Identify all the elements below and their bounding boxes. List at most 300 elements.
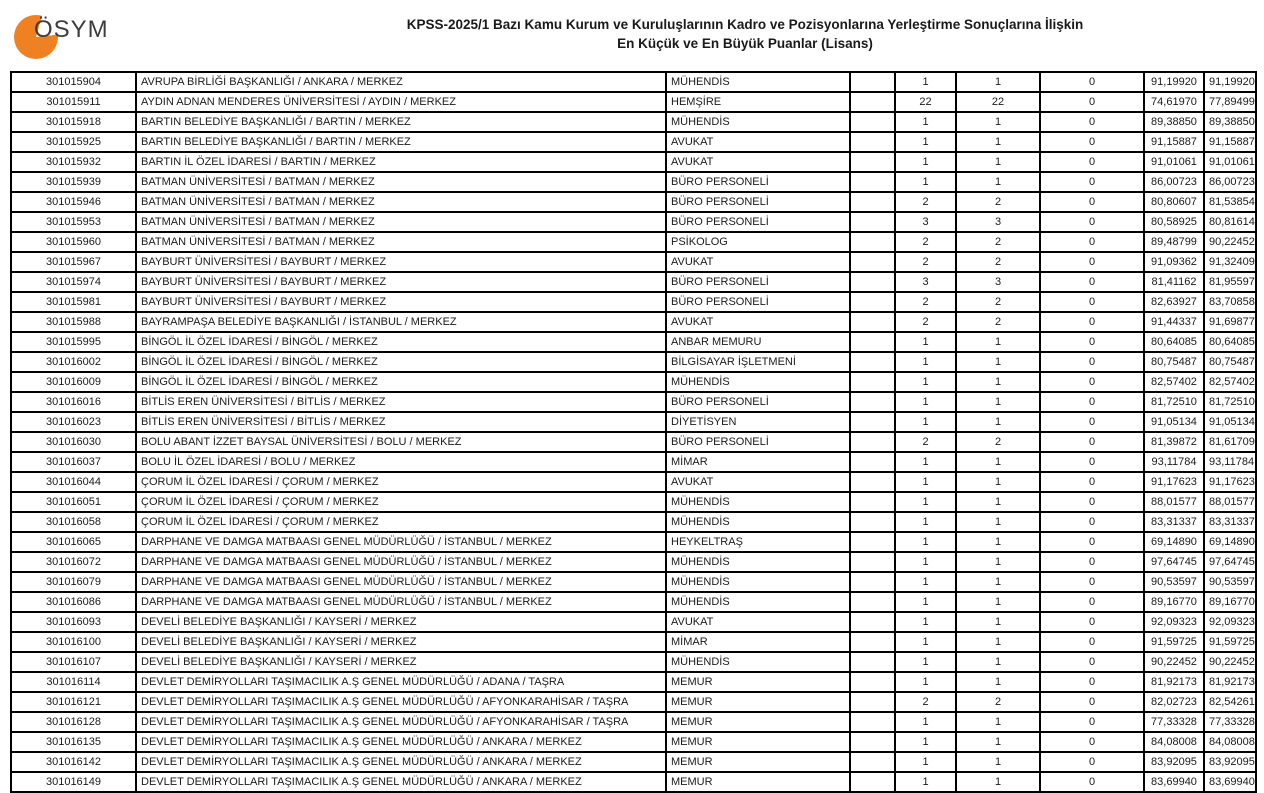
cell-min-score: 80,80607 bbox=[1144, 192, 1204, 212]
cell-code: 301016114 bbox=[11, 672, 136, 692]
cell-institution: DARPHANE VE DAMGA MATBAASI GENEL MÜDÜRLÜĞÜ / İSTANBUL / MERKEZ bbox=[136, 592, 666, 612]
cell-institution: DEVLET DEMİRYOLLARI TAŞIMACILIK A.Ş GENEL MÜDÜRLÜĞÜ / AFYONKARAHİSAR / TAŞRA bbox=[136, 712, 666, 732]
cell-max-score: 82,54261 bbox=[1204, 692, 1256, 712]
cell-placed: 1 bbox=[956, 772, 1040, 792]
cell-min-score: 91,17623 bbox=[1144, 472, 1204, 492]
cell-position-title: DİYETİSYEN bbox=[666, 412, 850, 432]
cell-unfilled: 0 bbox=[1040, 172, 1144, 192]
cell-placed: 1 bbox=[956, 412, 1040, 432]
cell-position-title: AVUKAT bbox=[666, 132, 850, 152]
cell-position-title: MİMAR bbox=[666, 632, 850, 652]
cell-max-score: 90,22452 bbox=[1204, 652, 1256, 672]
cell-quota: 1 bbox=[895, 112, 956, 132]
cell-empty bbox=[850, 112, 895, 132]
cell-institution: BATMAN ÜNİVERSİTESİ / BATMAN / MERKEZ bbox=[136, 192, 666, 212]
cell-max-score: 91,01061 bbox=[1204, 152, 1256, 172]
cell-empty bbox=[850, 172, 895, 192]
cell-institution: DEVLET DEMİRYOLLARI TAŞIMACILIK A.Ş GENEL MÜDÜRLÜĞÜ / ADANA / TAŞRA bbox=[136, 672, 666, 692]
cell-min-score: 97,64745 bbox=[1144, 552, 1204, 572]
table-row bbox=[11, 392, 1256, 412]
cell-empty bbox=[850, 332, 895, 352]
cell-placed: 1 bbox=[956, 492, 1040, 512]
cell-min-score: 89,16770 bbox=[1144, 592, 1204, 612]
cell-max-score: 77,89499 bbox=[1204, 92, 1256, 112]
cell-min-score: 84,08008 bbox=[1144, 732, 1204, 752]
cell-position-title: MÜHENDİS bbox=[666, 372, 850, 392]
cell-institution: DEVLET DEMİRYOLLARI TAŞIMACILIK A.Ş GENEL MÜDÜRLÜĞÜ / ANKARA / MERKEZ bbox=[136, 732, 666, 752]
cell-placed: 2 bbox=[956, 252, 1040, 272]
cell-unfilled: 0 bbox=[1040, 112, 1144, 132]
cell-quota: 1 bbox=[895, 772, 956, 792]
cell-placed: 1 bbox=[956, 472, 1040, 492]
cell-quota: 2 bbox=[895, 292, 956, 312]
cell-min-score: 82,02723 bbox=[1144, 692, 1204, 712]
cell-max-score: 81,92173 bbox=[1204, 672, 1256, 692]
table-row bbox=[11, 612, 1256, 632]
cell-unfilled: 0 bbox=[1040, 752, 1144, 772]
cell-placed: 1 bbox=[956, 392, 1040, 412]
cell-placed: 22 bbox=[956, 92, 1040, 112]
table-row bbox=[11, 672, 1256, 692]
cell-placed: 2 bbox=[956, 292, 1040, 312]
cell-position-title: BÜRO PERSONELİ bbox=[666, 292, 850, 312]
cell-code: 301016051 bbox=[11, 492, 136, 512]
cell-code: 301015939 bbox=[11, 172, 136, 192]
cell-max-score: 91,17623 bbox=[1204, 472, 1256, 492]
table-row bbox=[11, 512, 1256, 532]
table-row bbox=[11, 292, 1256, 312]
cell-placed: 1 bbox=[956, 72, 1040, 92]
cell-position-title: BÜRO PERSONELİ bbox=[666, 212, 850, 232]
cell-quota: 3 bbox=[895, 212, 956, 232]
cell-code: 301016121 bbox=[11, 692, 136, 712]
cell-quota: 1 bbox=[895, 452, 956, 472]
cell-max-score: 89,38850 bbox=[1204, 112, 1256, 132]
cell-max-score: 90,22452 bbox=[1204, 232, 1256, 252]
cell-placed: 1 bbox=[956, 112, 1040, 132]
cell-empty bbox=[850, 272, 895, 292]
cell-unfilled: 0 bbox=[1040, 332, 1144, 352]
cell-empty bbox=[850, 612, 895, 632]
cell-empty bbox=[850, 232, 895, 252]
cell-quota: 1 bbox=[895, 652, 956, 672]
cell-min-score: 74,61970 bbox=[1144, 92, 1204, 112]
cell-code: 301016093 bbox=[11, 612, 136, 632]
cell-placed: 1 bbox=[956, 632, 1040, 652]
cell-placed: 1 bbox=[956, 712, 1040, 732]
cell-min-score: 81,92173 bbox=[1144, 672, 1204, 692]
cell-placed: 1 bbox=[956, 532, 1040, 552]
cell-max-score: 92,09323 bbox=[1204, 612, 1256, 632]
cell-institution: BATMAN ÜNİVERSİTESİ / BATMAN / MERKEZ bbox=[136, 232, 666, 252]
cell-quota: 2 bbox=[895, 232, 956, 252]
cell-placed: 1 bbox=[956, 132, 1040, 152]
cell-min-score: 91,09362 bbox=[1144, 252, 1204, 272]
cell-quota: 1 bbox=[895, 532, 956, 552]
cell-quota: 3 bbox=[895, 272, 956, 292]
cell-position-title: BÜRO PERSONELİ bbox=[666, 392, 850, 412]
cell-position-title: AVUKAT bbox=[666, 312, 850, 332]
table-row bbox=[11, 412, 1256, 432]
cell-placed: 3 bbox=[956, 212, 1040, 232]
cell-min-score: 81,41162 bbox=[1144, 272, 1204, 292]
cell-empty bbox=[850, 632, 895, 652]
cell-min-score: 93,11784 bbox=[1144, 452, 1204, 472]
cell-empty bbox=[850, 192, 895, 212]
table-row bbox=[11, 592, 1256, 612]
cell-max-score: 83,70858 bbox=[1204, 292, 1256, 312]
cell-min-score: 83,31337 bbox=[1144, 512, 1204, 532]
table-row bbox=[11, 712, 1256, 732]
cell-quota: 1 bbox=[895, 752, 956, 772]
cell-unfilled: 0 bbox=[1040, 72, 1144, 92]
cell-institution: BAYBURT ÜNİVERSİTESİ / BAYBURT / MERKEZ bbox=[136, 292, 666, 312]
cell-empty bbox=[850, 672, 895, 692]
cell-placed: 1 bbox=[956, 732, 1040, 752]
cell-institution: BOLU İL ÖZEL İDARESİ / BOLU / MERKEZ bbox=[136, 452, 666, 472]
cell-unfilled: 0 bbox=[1040, 372, 1144, 392]
cell-position-title: BİLGİSAYAR İŞLETMENİ bbox=[666, 352, 850, 372]
cell-position-title: AVUKAT bbox=[666, 472, 850, 492]
cell-placed: 1 bbox=[956, 672, 1040, 692]
cell-placed: 1 bbox=[956, 372, 1040, 392]
cell-code: 301015995 bbox=[11, 332, 136, 352]
cell-unfilled: 0 bbox=[1040, 132, 1144, 152]
cell-min-score: 80,64085 bbox=[1144, 332, 1204, 352]
cell-empty bbox=[850, 432, 895, 452]
cell-max-score: 88,01577 bbox=[1204, 492, 1256, 512]
cell-quota: 22 bbox=[895, 92, 956, 112]
cell-unfilled: 0 bbox=[1040, 452, 1144, 472]
cell-position-title: MÜHENDİS bbox=[666, 512, 850, 532]
cell-code: 301016100 bbox=[11, 632, 136, 652]
cell-position-title: AVUKAT bbox=[666, 252, 850, 272]
cell-max-score: 82,57402 bbox=[1204, 372, 1256, 392]
table-row bbox=[11, 492, 1256, 512]
cell-institution: AYDIN ADNAN MENDERES ÜNİVERSİTESİ / AYDIN / MERKEZ bbox=[136, 92, 666, 112]
cell-unfilled: 0 bbox=[1040, 252, 1144, 272]
cell-code: 301016072 bbox=[11, 552, 136, 572]
cell-position-title: PSİKOLOG bbox=[666, 232, 850, 252]
cell-max-score: 81,95597 bbox=[1204, 272, 1256, 292]
cell-position-title: MEMUR bbox=[666, 752, 850, 772]
table-row bbox=[11, 212, 1256, 232]
cell-code: 301016079 bbox=[11, 572, 136, 592]
cell-quota: 1 bbox=[895, 572, 956, 592]
table-row bbox=[11, 192, 1256, 212]
cell-min-score: 82,63927 bbox=[1144, 292, 1204, 312]
table-row bbox=[11, 532, 1256, 552]
cell-placed: 1 bbox=[956, 352, 1040, 372]
cell-placed: 1 bbox=[956, 592, 1040, 612]
table-row bbox=[11, 752, 1256, 772]
cell-quota: 2 bbox=[895, 432, 956, 452]
cell-max-score: 83,92095 bbox=[1204, 752, 1256, 772]
cell-quota: 1 bbox=[895, 352, 956, 372]
cell-max-score: 81,72510 bbox=[1204, 392, 1256, 412]
document-title-line2: En Küçük ve En Büyük Puanlar (Lisans) bbox=[617, 36, 873, 51]
cell-unfilled: 0 bbox=[1040, 312, 1144, 332]
cell-placed: 2 bbox=[956, 312, 1040, 332]
cell-placed: 1 bbox=[956, 552, 1040, 572]
cell-position-title: ANBAR MEMURU bbox=[666, 332, 850, 352]
cell-unfilled: 0 bbox=[1040, 772, 1144, 792]
cell-empty bbox=[850, 692, 895, 712]
cell-code: 301016107 bbox=[11, 652, 136, 672]
cell-empty bbox=[850, 72, 895, 92]
cell-code: 301016135 bbox=[11, 732, 136, 752]
cell-max-score: 80,81614 bbox=[1204, 212, 1256, 232]
cell-max-score: 77,33328 bbox=[1204, 712, 1256, 732]
table-row bbox=[11, 432, 1256, 452]
osym-logo bbox=[12, 8, 192, 66]
cell-institution: BİNGÖL İL ÖZEL İDARESİ / BİNGÖL / MERKEZ bbox=[136, 352, 666, 372]
cell-unfilled: 0 bbox=[1040, 432, 1144, 452]
cell-institution: BATMAN ÜNİVERSİTESİ / BATMAN / MERKEZ bbox=[136, 212, 666, 232]
cell-min-score: 91,59725 bbox=[1144, 632, 1204, 652]
cell-unfilled: 0 bbox=[1040, 292, 1144, 312]
cell-institution: BAYBURT ÜNİVERSİTESİ / BAYBURT / MERKEZ bbox=[136, 252, 666, 272]
cell-unfilled: 0 bbox=[1040, 492, 1144, 512]
cell-code: 301016149 bbox=[11, 772, 136, 792]
cell-unfilled: 0 bbox=[1040, 192, 1144, 212]
cell-position-title: BÜRO PERSONELİ bbox=[666, 272, 850, 292]
cell-empty bbox=[850, 732, 895, 752]
cell-unfilled: 0 bbox=[1040, 732, 1144, 752]
cell-empty bbox=[850, 392, 895, 412]
cell-position-title: MÜHENDİS bbox=[666, 72, 850, 92]
cell-position-title: MÜHENDİS bbox=[666, 492, 850, 512]
cell-quota: 1 bbox=[895, 372, 956, 392]
cell-institution: BİTLİS EREN ÜNİVERSİTESİ / BİTLİS / MERKEZ bbox=[136, 392, 666, 412]
cell-position-title: BÜRO PERSONELİ bbox=[666, 192, 850, 212]
cell-position-title: MÜHENDİS bbox=[666, 592, 850, 612]
cell-empty bbox=[850, 92, 895, 112]
cell-min-score: 77,33328 bbox=[1144, 712, 1204, 732]
cell-code: 301016037 bbox=[11, 452, 136, 472]
cell-max-score: 89,16770 bbox=[1204, 592, 1256, 612]
cell-institution: BARTIN İL ÖZEL İDARESİ / BARTIN / MERKEZ bbox=[136, 152, 666, 172]
table-row bbox=[11, 692, 1256, 712]
cell-unfilled: 0 bbox=[1040, 532, 1144, 552]
cell-min-score: 91,19920 bbox=[1144, 72, 1204, 92]
cell-unfilled: 0 bbox=[1040, 572, 1144, 592]
cell-max-score: 80,75487 bbox=[1204, 352, 1256, 372]
cell-code: 301016030 bbox=[11, 432, 136, 452]
cell-quota: 1 bbox=[895, 132, 956, 152]
cell-position-title: BÜRO PERSONELİ bbox=[666, 432, 850, 452]
cell-placed: 2 bbox=[956, 192, 1040, 212]
table-row bbox=[11, 732, 1256, 752]
cell-placed: 1 bbox=[956, 652, 1040, 672]
cell-max-score: 91,19920 bbox=[1204, 72, 1256, 92]
cell-min-score: 69,14890 bbox=[1144, 532, 1204, 552]
table-row bbox=[11, 772, 1256, 792]
cell-quota: 2 bbox=[895, 312, 956, 332]
document-title bbox=[374, 15, 1116, 53]
cell-max-score: 80,64085 bbox=[1204, 332, 1256, 352]
cell-position-title: MEMUR bbox=[666, 692, 850, 712]
table-row bbox=[11, 472, 1256, 492]
cell-position-title: AVUKAT bbox=[666, 612, 850, 632]
cell-max-score: 91,69877 bbox=[1204, 312, 1256, 332]
table-row bbox=[11, 652, 1256, 672]
document-title-line1: KPSS-2025/1 Bazı Kamu Kurum ve Kuruluşlarının Kadro ve Pozisyonlarına Yerleştirme Sonuçlarına İlişkin bbox=[406, 17, 1084, 32]
cell-unfilled: 0 bbox=[1040, 212, 1144, 232]
cell-max-score: 97,64745 bbox=[1204, 552, 1256, 572]
cell-placed: 1 bbox=[956, 172, 1040, 192]
cell-unfilled: 0 bbox=[1040, 632, 1144, 652]
cell-institution: BİNGÖL İL ÖZEL İDARESİ / BİNGÖL / MERKEZ bbox=[136, 372, 666, 392]
cell-empty bbox=[850, 472, 895, 492]
osym-logo-text: ÖSYM bbox=[34, 16, 109, 43]
cell-max-score: 81,53854 bbox=[1204, 192, 1256, 212]
cell-quota: 1 bbox=[895, 672, 956, 692]
cell-position-title: MEMUR bbox=[666, 712, 850, 732]
cell-code: 301015960 bbox=[11, 232, 136, 252]
cell-unfilled: 0 bbox=[1040, 272, 1144, 292]
cell-institution: DEVELİ BELEDİYE BAŞKANLIĞI / KAYSERİ / MERKEZ bbox=[136, 632, 666, 652]
cell-placed: 2 bbox=[956, 692, 1040, 712]
cell-max-score: 91,05134 bbox=[1204, 412, 1256, 432]
cell-min-score: 88,01577 bbox=[1144, 492, 1204, 512]
cell-empty bbox=[850, 312, 895, 332]
cell-quota: 1 bbox=[895, 332, 956, 352]
cell-position-title: MÜHENDİS bbox=[666, 572, 850, 592]
cell-quota: 1 bbox=[895, 152, 956, 172]
cell-institution: BAYBURT ÜNİVERSİTESİ / BAYBURT / MERKEZ bbox=[136, 272, 666, 292]
cell-code: 301015925 bbox=[11, 132, 136, 152]
table-row bbox=[11, 352, 1256, 372]
cell-max-score: 93,11784 bbox=[1204, 452, 1256, 472]
table-row bbox=[11, 552, 1256, 572]
cell-unfilled: 0 bbox=[1040, 652, 1144, 672]
cell-placed: 1 bbox=[956, 452, 1040, 472]
cell-code: 301016016 bbox=[11, 392, 136, 412]
cell-code: 301015932 bbox=[11, 152, 136, 172]
cell-max-score: 84,08008 bbox=[1204, 732, 1256, 752]
cell-position-title: MİMAR bbox=[666, 452, 850, 472]
cell-unfilled: 0 bbox=[1040, 92, 1144, 112]
results-table bbox=[10, 71, 1257, 793]
cell-position-title: MEMUR bbox=[666, 732, 850, 752]
cell-quota: 1 bbox=[895, 412, 956, 432]
cell-unfilled: 0 bbox=[1040, 712, 1144, 732]
cell-placed: 1 bbox=[956, 512, 1040, 532]
cell-code: 301016128 bbox=[11, 712, 136, 732]
cell-placed: 1 bbox=[956, 332, 1040, 352]
cell-min-score: 90,22452 bbox=[1144, 652, 1204, 672]
cell-max-score: 91,15887 bbox=[1204, 132, 1256, 152]
cell-institution: ÇORUM İL ÖZEL İDARESİ / ÇORUM / MERKEZ bbox=[136, 472, 666, 492]
table-row bbox=[11, 332, 1256, 352]
cell-empty bbox=[850, 752, 895, 772]
table-row bbox=[11, 572, 1256, 592]
cell-unfilled: 0 bbox=[1040, 692, 1144, 712]
cell-min-score: 83,69940 bbox=[1144, 772, 1204, 792]
cell-quota: 1 bbox=[895, 592, 956, 612]
cell-code: 301016002 bbox=[11, 352, 136, 372]
cell-code: 301015911 bbox=[11, 92, 136, 112]
cell-empty bbox=[850, 292, 895, 312]
cell-empty bbox=[850, 772, 895, 792]
cell-quota: 1 bbox=[895, 552, 956, 572]
cell-institution: BOLU ABANT İZZET BAYSAL ÜNİVERSİTESİ / BOLU / MERKEZ bbox=[136, 432, 666, 452]
cell-min-score: 89,38850 bbox=[1144, 112, 1204, 132]
cell-min-score: 91,01061 bbox=[1144, 152, 1204, 172]
cell-min-score: 81,39872 bbox=[1144, 432, 1204, 452]
cell-empty bbox=[850, 492, 895, 512]
table-row bbox=[11, 112, 1256, 132]
cell-empty bbox=[850, 532, 895, 552]
cell-quota: 1 bbox=[895, 732, 956, 752]
cell-max-score: 69,14890 bbox=[1204, 532, 1256, 552]
cell-code: 301016058 bbox=[11, 512, 136, 532]
cell-unfilled: 0 bbox=[1040, 352, 1144, 372]
cell-empty bbox=[850, 712, 895, 732]
cell-empty bbox=[850, 512, 895, 532]
cell-institution: DEVLET DEMİRYOLLARI TAŞIMACILIK A.Ş GENEL MÜDÜRLÜĞÜ / ANKARA / MERKEZ bbox=[136, 752, 666, 772]
cell-code: 301016065 bbox=[11, 532, 136, 552]
cell-quota: 2 bbox=[895, 692, 956, 712]
cell-code: 301016023 bbox=[11, 412, 136, 432]
table-row bbox=[11, 72, 1256, 92]
cell-empty bbox=[850, 572, 895, 592]
cell-unfilled: 0 bbox=[1040, 472, 1144, 492]
cell-empty bbox=[850, 552, 895, 572]
cell-code: 301016044 bbox=[11, 472, 136, 492]
cell-min-score: 82,57402 bbox=[1144, 372, 1204, 392]
cell-quota: 1 bbox=[895, 492, 956, 512]
cell-placed: 1 bbox=[956, 572, 1040, 592]
cell-code: 301016009 bbox=[11, 372, 136, 392]
cell-empty bbox=[850, 412, 895, 432]
cell-institution: BARTIN BELEDİYE BAŞKANLIĞI / BARTIN / MERKEZ bbox=[136, 112, 666, 132]
table-row bbox=[11, 632, 1256, 652]
cell-institution: BARTIN BELEDİYE BAŞKANLIĞI / BARTIN / MERKEZ bbox=[136, 132, 666, 152]
cell-quota: 1 bbox=[895, 712, 956, 732]
table-row bbox=[11, 92, 1256, 112]
cell-max-score: 90,53597 bbox=[1204, 572, 1256, 592]
cell-empty bbox=[850, 132, 895, 152]
cell-code: 301015918 bbox=[11, 112, 136, 132]
cell-placed: 1 bbox=[956, 752, 1040, 772]
cell-code: 301016086 bbox=[11, 592, 136, 612]
cell-max-score: 91,32409 bbox=[1204, 252, 1256, 272]
cell-empty bbox=[850, 212, 895, 232]
cell-code: 301015967 bbox=[11, 252, 136, 272]
cell-unfilled: 0 bbox=[1040, 672, 1144, 692]
cell-quota: 2 bbox=[895, 192, 956, 212]
cell-empty bbox=[850, 452, 895, 472]
cell-min-score: 91,44337 bbox=[1144, 312, 1204, 332]
table-row bbox=[11, 312, 1256, 332]
cell-code: 301015981 bbox=[11, 292, 136, 312]
cell-unfilled: 0 bbox=[1040, 232, 1144, 252]
cell-institution: DARPHANE VE DAMGA MATBAASI GENEL MÜDÜRLÜĞÜ / İSTANBUL / MERKEZ bbox=[136, 552, 666, 572]
cell-empty bbox=[850, 652, 895, 672]
cell-min-score: 89,48799 bbox=[1144, 232, 1204, 252]
cell-empty bbox=[850, 252, 895, 272]
cell-institution: DEVLET DEMİRYOLLARI TAŞIMACILIK A.Ş GENEL MÜDÜRLÜĞÜ / AFYONKARAHİSAR / TAŞRA bbox=[136, 692, 666, 712]
cell-position-title: AVUKAT bbox=[666, 152, 850, 172]
cell-institution: DARPHANE VE DAMGA MATBAASI GENEL MÜDÜRLÜĞÜ / İSTANBUL / MERKEZ bbox=[136, 572, 666, 592]
cell-institution: DEVELİ BELEDİYE BAŞKANLIĞI / KAYSERİ / MERKEZ bbox=[136, 612, 666, 632]
cell-max-score: 83,69940 bbox=[1204, 772, 1256, 792]
cell-empty bbox=[850, 372, 895, 392]
cell-min-score: 83,92095 bbox=[1144, 752, 1204, 772]
cell-quota: 1 bbox=[895, 512, 956, 532]
